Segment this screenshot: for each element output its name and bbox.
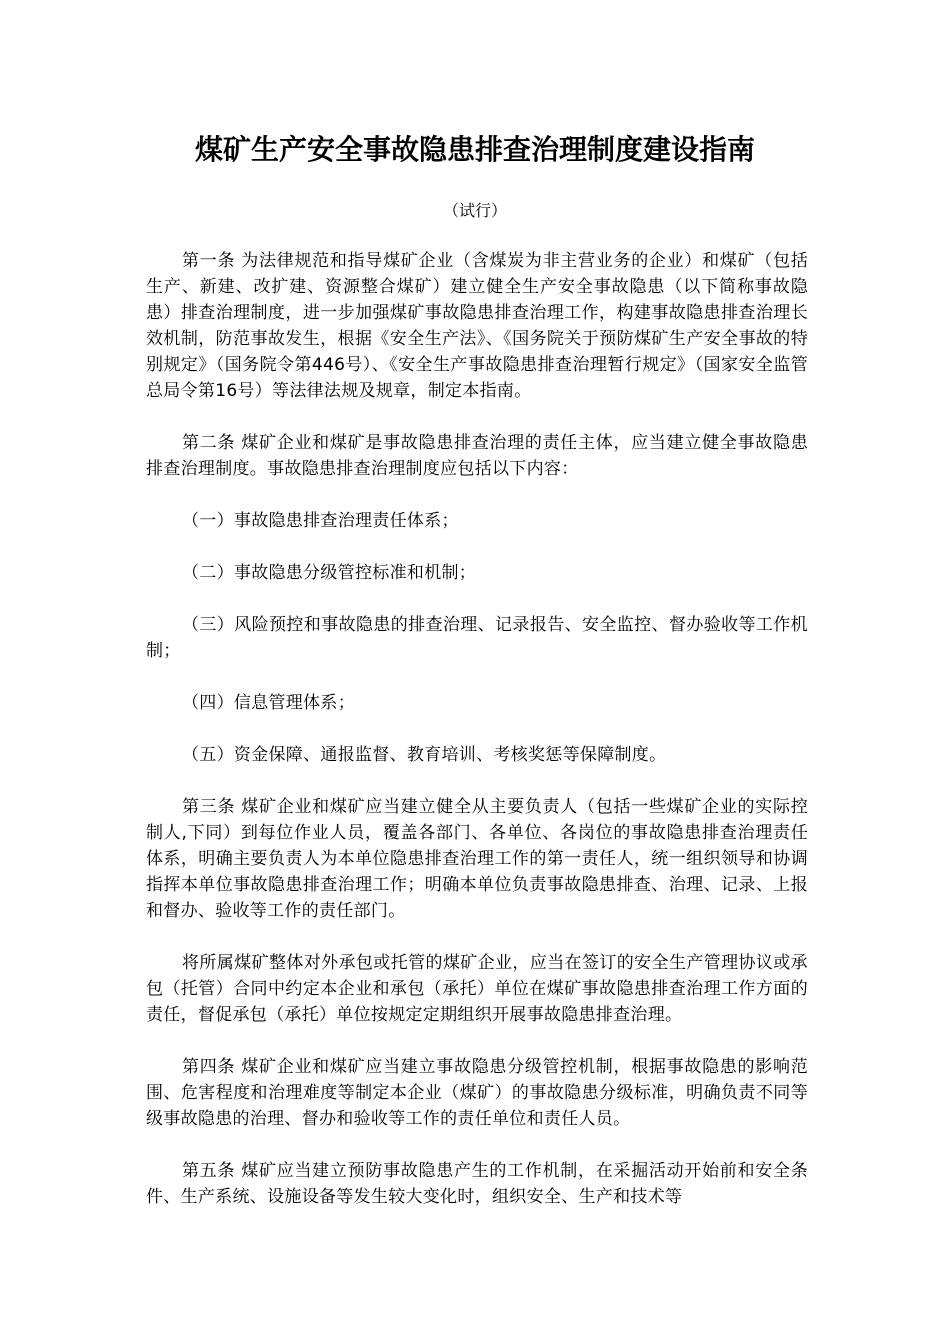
list-item-4: （四）信息管理体系； bbox=[182, 693, 355, 713]
paragraph-article-5: 第五条 煤矿应当建立预防事故隐患产生的工作机制，在采掘活动开始前和安全条件、生产系统、设施设备等发生较大变化时，组织安全、生产和技术等 bbox=[146, 1161, 808, 1207]
list-item-1: （一）事故隐患排查治理责任体系； bbox=[182, 511, 459, 531]
list-item-2: （二）事故隐患分级管控标准和机制； bbox=[182, 563, 477, 583]
paragraph-article-4: 第四条 煤矿企业和煤矿应当建立事故隐患分级管控机制，根据事故隐患的影响范围、危害程度和治理难度等制定本企业（煤矿）的事故隐患分级标准，明确负责不同等级事故隐患的治理、督办和验收等工作的责任单位和责任人员。 bbox=[146, 1057, 808, 1129]
paragraph-article-3: 第三条 煤矿企业和煤矿应当建立健全从主要负责人（包括一些煤矿企业的实际控制人,下同）到每位作业人员，覆盖各部门、各单位、各岗位的事故隐患排查治理责任体系，明确主要负责人为本单位隐患排查治理工作的第一责任人，统一组织领导和协调指挥本单位事故隐患排查治理工作；明确本单位负责事故隐患排查、治理、记录、上报和督办、验收等工作的责任部门。 bbox=[146, 797, 808, 921]
document-subtitle: （试行） bbox=[442, 201, 507, 220]
document-body bbox=[146, 248, 808, 1236]
list-item-3: （三）风险预控和事故隐患的排查治理、记录报告、安全监控、督办验收等工作机制； bbox=[146, 615, 808, 661]
paragraph-article-3-cont: 将所属煤矿整体对外承包或托管的煤矿企业，应当在签订的安全生产管理协议或承包（托管）合同中约定本企业和承包（承托）单位在煤矿事故隐患排查治理工作方面的责任，督促承包（承托）单位按规定定期组织开展事故隐患排查治理。 bbox=[146, 953, 808, 1025]
paragraph-article-1: 第一条 为法律规范和指导煤矿企业（含煤炭为非主营业务的企业）和煤矿（包括生产、新建、改扩建、资源整合煤矿）建立健全生产安全事故隐患（以下简称事故隐患）排查治理制度，进一步加强煤矿事故隐患排查治理工作，构建事故隐患排查治理长效机制，防范事故发生，根据《安全生产法》、《国务院关于预防煤矿生产安全事故的特别规定》（国务院令第446号）、《安全生产事故隐患排查治理暂行规定》（国家安全监管总局令第16号）等法律法规及规章，制定本指南。 bbox=[146, 251, 808, 401]
list-item-5: （五）资金保障、通报监督、教育培训、考核奖惩等保障制度。 bbox=[182, 745, 667, 765]
paragraph-article-2: 第二条 煤矿企业和煤矿是事故隐患排查治理的责任主体，应当建立健全事故隐患排查治理制度。事故隐患排查治理制度应包括以下内容： bbox=[146, 433, 808, 479]
document-title: 煤矿生产安全事故隐患排查治理制度建设指南 bbox=[194, 133, 755, 166]
